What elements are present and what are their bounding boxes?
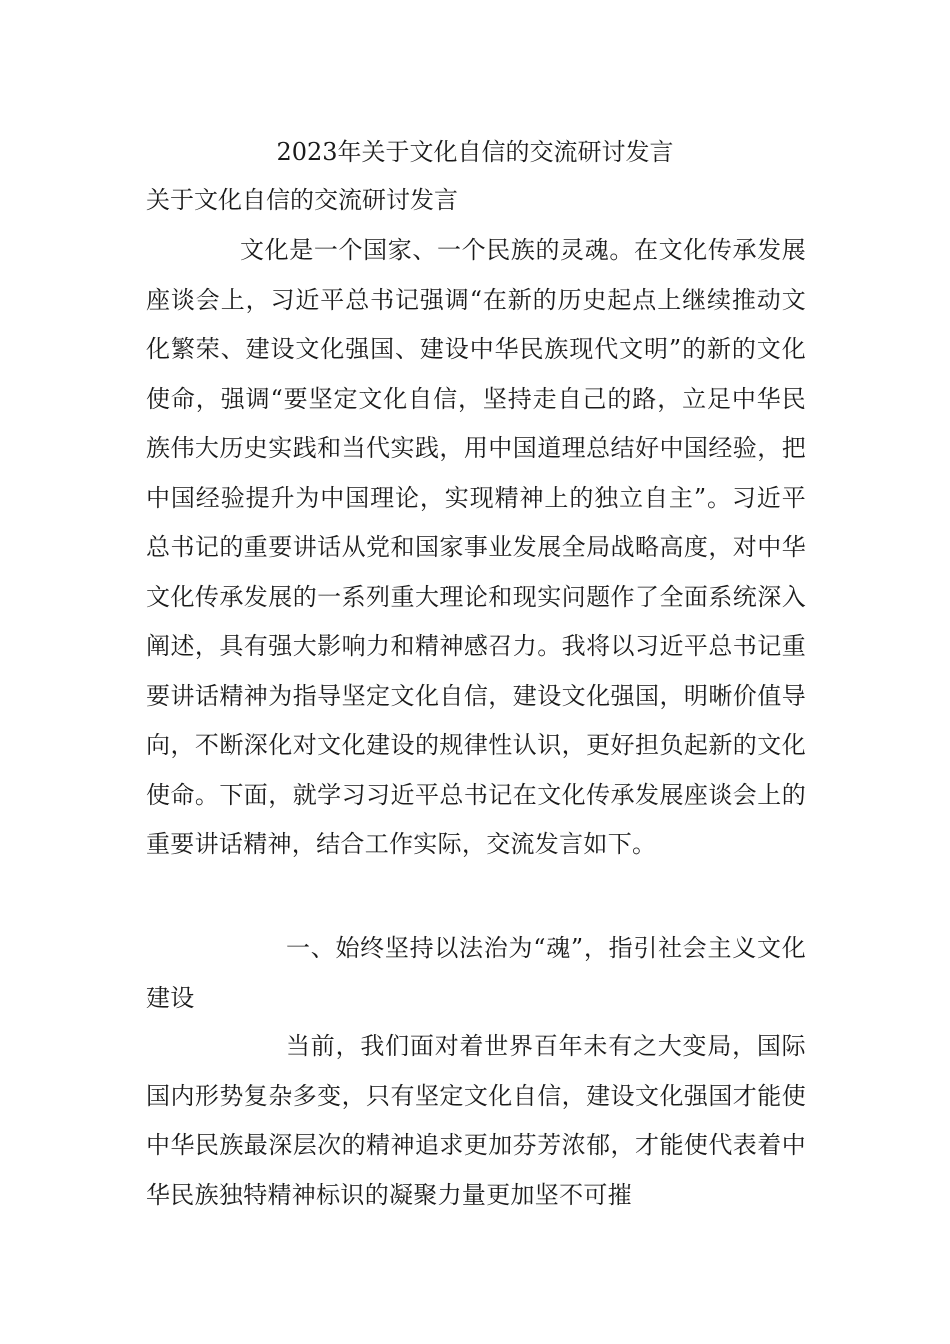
document-title: 2023年关于文化自信的交流研讨发言 xyxy=(276,138,674,166)
body-paragraph-2: 当前，我们面对着世界百年未有之大变局，国际国内形势复杂多变，只有坚定文化自信，建设文化强国才能使中华民族最深层次的精神追求更加芬芳浓郁，才能使代表着中华民族独特精神标识的凝聚力量更加坚不可摧 xyxy=(146,1032,806,1209)
document-subtitle: 关于文化自信的交流研讨发言 xyxy=(146,186,458,214)
section-heading-1: 一、始终坚持以法治为“魂”，指引社会主义文化建设 xyxy=(146,934,806,1012)
body-paragraph-1: 文化是一个国家、一个民族的灵魂。在文化传承发展座谈会上，习近平总书记强调“在新的历史起点上继续推动文化繁荣、建设文化强国、建设中华民族现代文明”的新的文化使命，强调“要坚定文化自信，坚持走自己的路，立足中华民族伟大历史实践和当代实践，用中国道理总结好中国经验，把中国经验提升为中国理论，实现精神上的独立自主”。习近平总书记的重要讲话从党和国家事业发展全局战略高度，对中华文化传承发展的一系列重大理论和现实问题作了全面系统深入阐述，具有强大影响力和精神感召力。我将以习近平总书记重要讲话精神为指导坚定文化自信，建设文化强国，明晰价值导向，不断深化对文化建设的规律性认识，更好担负起新的文化使命。下面，就学习习近平总书记在文化传承发展座谈会上的重要讲话精神，结合工作实际，交流发言如下。 xyxy=(146,236,806,858)
